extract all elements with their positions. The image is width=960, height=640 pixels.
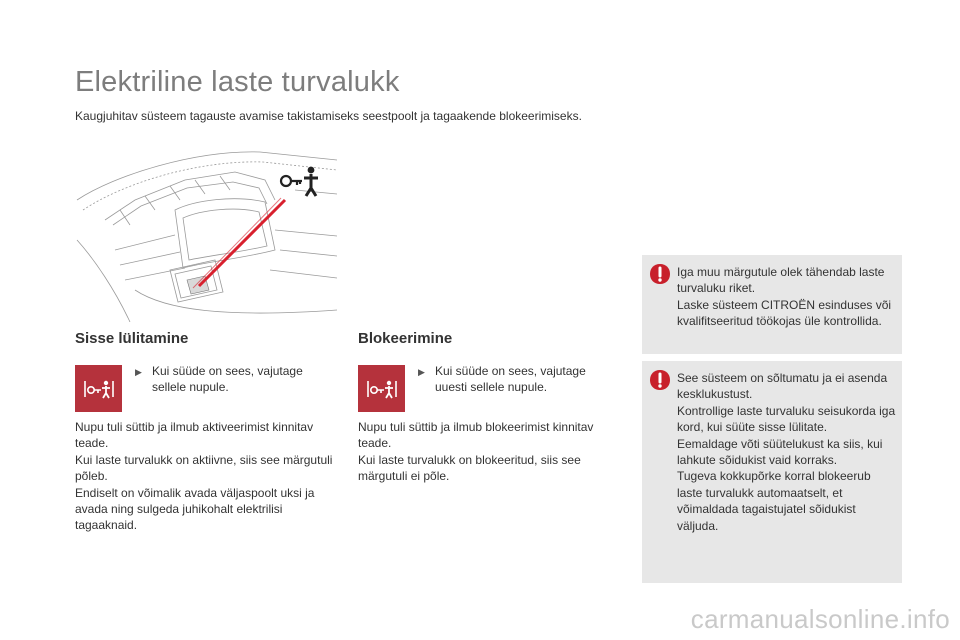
activate-line: Kui laste turvalukk on aktiivne, siis see märgutuli põleb. (75, 452, 333, 484)
section-heading-activate: Sisse lülitamine (75, 330, 189, 347)
deactivate-line: Nupu tuli süttib ja ilmub blokeerimist kinnitav teade. (358, 420, 594, 451)
warning-exclamation-icon (649, 263, 671, 285)
child-lock-icon (281, 167, 318, 196)
warning-box-malfunction (642, 255, 902, 354)
bullet-activate (135, 363, 325, 395)
warning-box-independent-system (642, 361, 902, 583)
warning-line: See süsteem on sõltumatu ja ei asenda kesklukustust. (677, 371, 888, 402)
warning-line: Iga muu märgutule olek tähendab laste turvaluku riket. (677, 265, 885, 296)
door-panel-illustration (75, 140, 337, 322)
arrow-bullet-icon: ▶ (418, 367, 425, 377)
page-subtitle: Kaugjuhitav süsteem tagauste avamise takistamiseks seestpoolt ja tagaakende blokeerimiseks. (75, 109, 582, 123)
warning-line: Tugeva kokkupõrke korral blokeerub laste turvalukk automaatselt, et võimaldada tagaistujatel sõidukist väljuda. (677, 469, 871, 533)
warning-text-malfunction (677, 264, 899, 330)
page-title: Elektriline laste turvalukk (75, 66, 400, 98)
activate-description (75, 419, 335, 534)
warning-exclamation-icon (649, 369, 671, 391)
child-lock-button-image-activate (75, 365, 122, 412)
callout-line (199, 200, 285, 286)
watermark: carmanualsonline.info (690, 604, 950, 634)
deactivate-description (358, 419, 618, 485)
child-lock-button-icon (365, 379, 399, 399)
door-panel-drawing (77, 152, 337, 322)
warning-line: Eemaldage võti süütelukust ka siis, kui lahkute sõidukist vaid korraks. (677, 436, 883, 468)
arrow-bullet-icon: ▶ (135, 367, 142, 377)
warning-line: Laske süsteem CITROËN esinduses või kvalifitseeritud töökojas üle kontrollida. (677, 297, 892, 329)
bullet-deactivate-text: Kui süüde on sees, vajutage uuesti sellele nupule. (435, 364, 586, 394)
bullet-deactivate (418, 363, 608, 395)
bullet-activate-text: Kui süüde on sees, vajutage sellele nupule. (152, 364, 303, 394)
activate-line: Nupu tuli süttib ja ilmub aktiveerimist kinnitav teade. (75, 420, 314, 451)
child-lock-button-icon (82, 379, 116, 399)
deactivate-line: Kui laste turvalukk on blokeeritud, siis see märgutuli ei põle. (358, 452, 581, 484)
activate-line: Endiselt on võimalik avada väljaspoolt uksi ja avada ning sulgeda juhikohalt elektrilisi tagaaknaid. (75, 485, 315, 533)
warning-text-independent-system (677, 370, 899, 534)
section-heading-deactivate: Blokeerimine (358, 330, 453, 347)
child-lock-button-image-deactivate (358, 365, 405, 412)
warning-line: Kontrollige laste turvaluku seisukorda iga kord, kui süüte sisse lülitate. (677, 403, 896, 435)
